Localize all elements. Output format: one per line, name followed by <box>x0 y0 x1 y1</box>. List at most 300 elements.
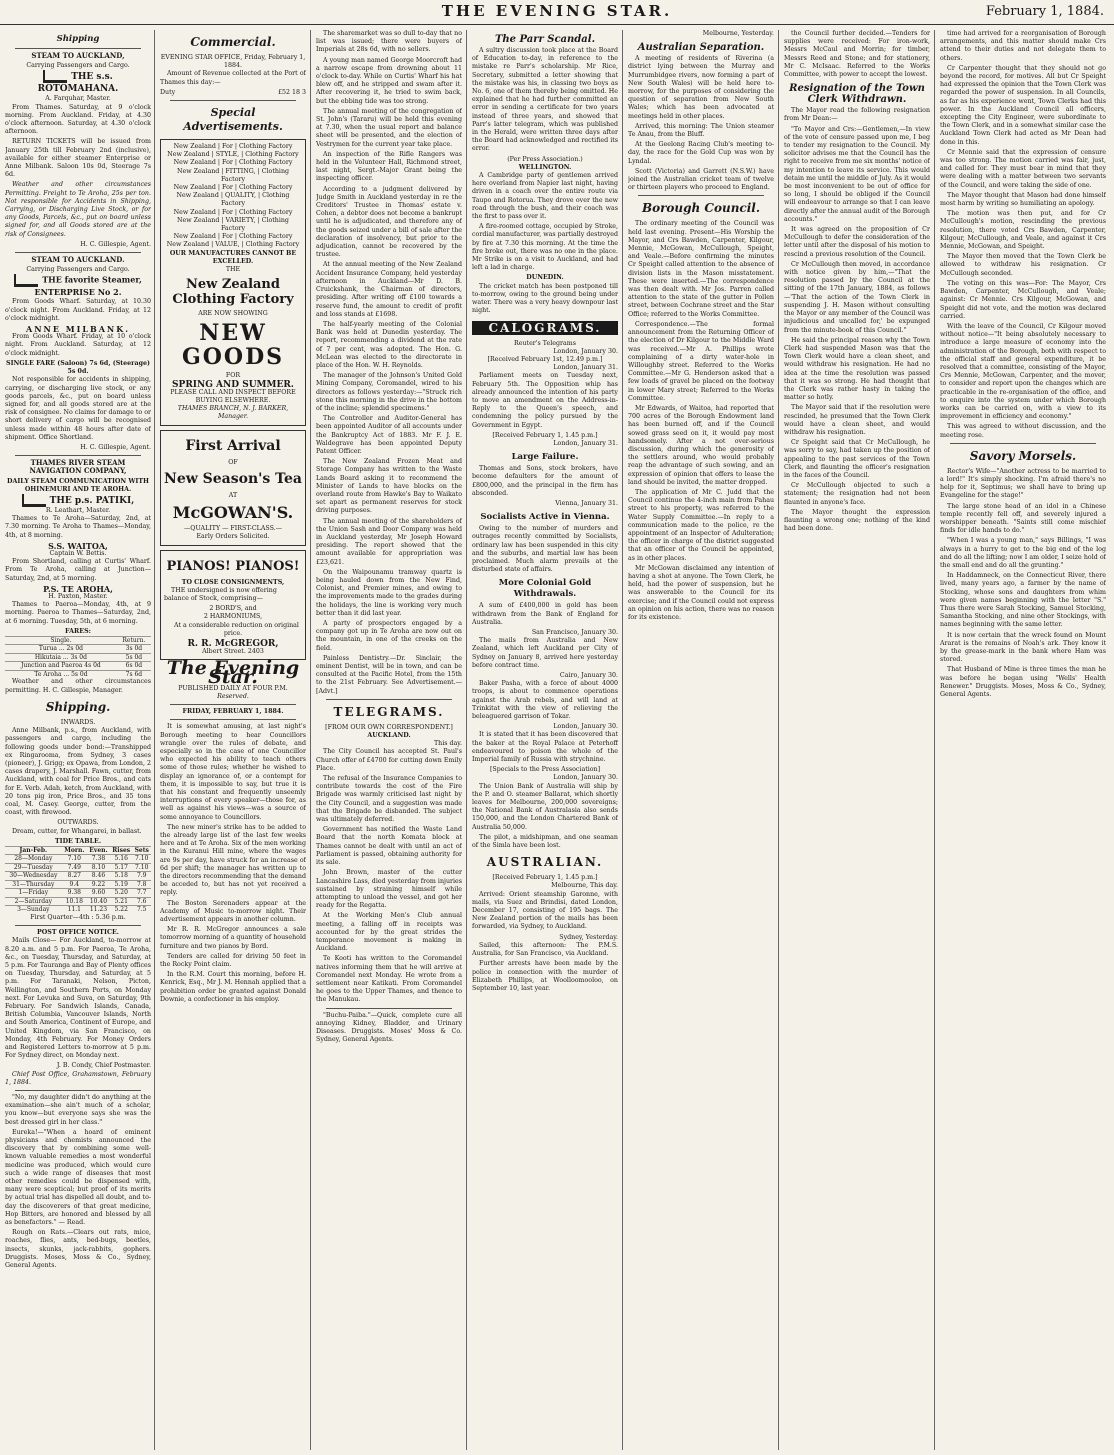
cable-item: Owing to the number of murders and outrages recently committed by Socialists, ordinary law has been suspended in this city and the suburbs, and martial law has been proclaimed. Much alarm prevails at the disturbed state of affairs. <box>472 525 618 574</box>
nz-row: New Zealand | For | Clothing Factory <box>173 184 293 192</box>
table-cell: 5.16 <box>110 855 132 864</box>
nz-row: New Zealand | FITTING, | Clothing Factory <box>176 167 290 183</box>
article-text: A sultry discussion took place at the Board of Education to-day, in reference to the mistake re Parr's scholarship. Mr Rice, Secretary, submitted a letter showing that the mistake was his, in classing two boys as No. 6, one of them thereby being omitted. He explained that he had further committed an error in sending a certificate for two years instead of three years, and showed that Parr's latter telegram, which was published in the Herald, were written three days after the Board had acknowledged and rectified its error. <box>472 47 618 153</box>
ad-heading: STEAM TO AUCKLAND. <box>31 255 125 265</box>
office-date: EVENING STAR OFFICE, Friday, February 1, 1884. <box>160 54 306 70</box>
spring-summer: SPRING AND SUMMER. <box>172 379 294 390</box>
telegram-item: At the Working Men's Club annual meeting, a falling off in receipts was accounted for by the great strides the temperance movement is making in Auckland. <box>316 912 462 953</box>
nz-row: New Zealand | VALUE, | Clothing Factory <box>166 241 300 249</box>
ship-name: THE p.s. PATIKI, <box>5 494 151 507</box>
news-item: A party of prospectors engaged by a company got up in Te Aroha are now out on the mountain, in one of the creeks on the field. <box>316 620 462 652</box>
cable-item: The mails from Australia and New Zealand, which left Auckland per City of Sydney on January 8, arrived here yesterday before contract time. <box>472 637 618 669</box>
outwards-text: Dream, cutter, for Whangarei, in ballast. <box>12 827 142 835</box>
news-item: The Controller and Auditor-General has been appointed Auditor of all accounts under the Bankruptcy Act of 1883. Mr F. J. E. Waldegrave has been appointed Deputy Patent Officer. <box>316 415 462 455</box>
rough-on-rats-ad: Rough on Rats.—Clears out rats, mice, roaches, flies, ants, bed-bugs, beetles, insects, skunks, jack-rabbits, gophers. Druggists. Moses, Moss & Co., Sydney, General Agents. <box>5 1229 151 1270</box>
first-quarter: First Quarter—4th : 5.36 p.m. <box>30 913 126 921</box>
table-cell: Hikutaia ... 3s 0d <box>5 653 117 662</box>
column-divider <box>778 30 779 1450</box>
article-text: At the Geelong Racing Club's meeting to-day, the race for the Gold Cup was won by Lyndal. <box>628 141 774 165</box>
telegram-item: The cricket match has been postponed till to-morrow, owing to the ground being under water. There was a very heavy downpour last night. <box>472 282 618 315</box>
table-row <box>5 653 151 662</box>
dateline: Cairo, January 30. <box>559 672 618 679</box>
table-cell: 9.4 <box>62 880 87 889</box>
table-cell: 6s 0d <box>117 662 151 671</box>
article-heading: Australian Separation. <box>637 42 765 54</box>
section-heading: CALOGRAMS. <box>472 321 618 335</box>
column-divider <box>622 30 623 1450</box>
council-text: The application of Mr C. Judd that the Council continue the 4-inch main from Pahau street to his property, was referred to the Water Supply Committee.—In reply to a communication made to the police, re the appointment of an Inspector of Adulteration; the officer in charge of the district suggested that an officer of the Council be appointed, as in other places. <box>628 488 774 562</box>
table-cell: 30—Wednesday <box>5 872 62 881</box>
article-heading: The Parr Scandal. <box>494 34 596 45</box>
column-divider <box>466 30 467 1450</box>
dateline: AUCKLAND. <box>367 732 411 740</box>
albert-street: Albert Street. 2403 <box>202 648 264 656</box>
tea-ad <box>160 430 306 546</box>
tenders-news: Tenders are called for driving 50 feet in the Rocky Point claim. <box>160 952 306 969</box>
table-cell: 11.23 <box>87 906 110 914</box>
fares-table <box>5 636 151 679</box>
table-cell: 5.19 <box>110 880 132 889</box>
undersigned: THE undersigned is now offering balance of Stock, comprising— <box>164 586 277 602</box>
cable-item: A sum of £400,000 in gold has been withdrawn from the Bank of England for Australia. <box>472 602 618 626</box>
news-item: The New Zealand Frozen Meat and Storage Company has written to the Waste Lands Board asking it to recommend the Minister of Lands to have blocks on the overland route from Hawke's Bay to Waikato set apart as permanent reserves for stock driving purposes. <box>316 458 462 515</box>
divider <box>326 1008 452 1009</box>
cable-item: The pilot, a midshipman, and one seaman of the Simla have been lost. <box>472 833 618 850</box>
to-close: TO CLOSE CONSIGNMENTS, <box>181 578 285 586</box>
dateline: Vienna, January 31. <box>555 499 618 507</box>
council-text: "To Mayor and Crs:—Gentlemen,—In view of the vote of censure passed upon me, I beg to tender my resignation to the Council. My solicitor advises me that the Council has the right to receive from me six months' notice of my intention to leave its service. This would detain me until the middle of July. As it would be most inconvenient to be out of office for so long, I should be obliged if the Council will endeavour to arrange so that I can leave directly after the annual audit of the Borough accounts." <box>784 125 930 223</box>
divider <box>950 443 1096 444</box>
council-text: Cr McCullough then moved, in accordance with notice given by him,—"That the resolution passed by the Council at the sitting of the 17th January, 1884, as follows—'That the action of the Town Clerk in suspending J. H. Mason without consulting the Mayor or any member of the Council was injudicious and uncalled for,' be expunged from the minute-book of this Council." <box>784 260 930 334</box>
hop-bitters-ad: Eureka!—"When a hoard of eminent physicians and chemists announced the discovery that by combining some well-known valuable remedies a most wonderful medicine was produced, which would cure such a wide range of diseases that most other remedies could be dispensed with, many were sceptical; but proof of its merits by actual trial has dispelled all doubt, and to-day the discoverers of that great medicine, Hop Bitters, are honored and blessed by all as benefactors." — Read. <box>5 1128 151 1227</box>
return-tickets: RETURN TICKETS will be issued from January 25th till February 2nd (inclusive), available for either steamer Enterprise or Anne Milbank. Saloon 10s 0d, Steerage 7s 6d. <box>5 138 151 179</box>
table-cell: 5.20 <box>110 889 132 898</box>
ship-schedule: From Goods Wharf. Friday, at 10 o'clock night. From Auckland. Saturday, at 12 o'clock midnight. <box>5 333 151 357</box>
quality-line: —QUALITY — FIRST-CLASS.— <box>183 525 282 533</box>
newspaper-title: THE EVENING STAR. <box>441 2 673 20</box>
column-savory-morsels <box>940 30 1106 1445</box>
table-cell: 7.7 <box>132 889 151 898</box>
weather-note: Weather and other circumstances Permitting. Freight to Te Aroha, 25s per ton. Not responsible for Accidents in Shipping, Carrying, or Discharging Live Stock, or for any Goods, Parcels, &c., put on board unless signed for, and all Goods stored are at the risk of Consignees. <box>5 181 151 238</box>
table-header: Even. <box>87 846 110 855</box>
table-header: Jan-Feb. <box>5 846 62 855</box>
article-heading: Socialists Active in Vienna. <box>480 512 610 523</box>
article-text: A meeting of residents of Riverina (a district lying between the Murray and Murrumbidgee rivers, now forming a part of New South Wales) will be held here to-morrow, for the purposes of considering the question of separation from New South Wales; which has been advocated at meetings held in other places. <box>628 55 774 120</box>
duty-row <box>160 89 306 97</box>
ship-name: ANNE MILBANK. <box>26 324 130 335</box>
steamship-icon <box>22 494 46 507</box>
table-cell: 7.6 <box>132 897 151 906</box>
news-item: The annual meeting of the congregation of St. John's (Tararu) will be held this evening at 7.30, when the usual report and balance sheet will be presented, and the election of Vestrymen for the current year take place. <box>316 107 462 148</box>
table-cell: 7s 6d <box>117 670 151 678</box>
table-cell: 7.9 <box>132 872 151 881</box>
column-divider <box>154 30 155 1450</box>
nz-row: New Zealand | For | Clothing Factory <box>173 208 293 216</box>
post-text: Mails Close— For Auckland, to-morrow at 8.20 a.m. and 5 p.m. For Paeroa, Te Aroha, &c., on Tuesday, Thursday, and Saturday, at 5 p.m. For Tauranga and Bay of Plenty offices on Tuesday, Thursday, and Saturday, at 5 p.m. For Taranaki, Nelson, Picton, Wellington, and Southern Ports, on Monday next. For Levuka and Suva, on Saturday, 9th February. For Sandwich Islands, Canada, British Columbia, Vancouver Islands, North and South America, Continent of Europe, and United Kingdom, via San Francisco, on Monday, 4th February. For Money Orders and Registered Letters to-morrow at 5 p.m. For Sydney direct, on Monday next. <box>5 937 151 1060</box>
early-orders: Early Orders Solicited. <box>196 533 270 541</box>
news-item: The manager of the Johnson's United Gold Mining Company, Coromandel, wired to his directors as follows yesterday:—"Struck rich stone this morning in the drive in the bottom of the incline; splendid specimens." <box>316 372 462 412</box>
council-text: The motion was then put, and for Cr McCullough's motion, rescinding the previous resolution, there voted Crs Bawden, Carpenter, Kilgour, McCullough, and Veale, and against it Crs Mennie, McGowan, and Speight. <box>940 210 1106 251</box>
section-heading: AUSTRALIAN. <box>486 855 604 870</box>
dateline: London, January 30. <box>553 347 618 355</box>
council-text: Cr Mennie said that the expression of censure was too strong. The motion carried was fair, just, and called for. They must bear in mind that they were dealing with a matter between two servants of the Council, and were taking the side of one. <box>940 148 1106 189</box>
ad-small: AT <box>228 491 238 499</box>
ship-schedule: Thames to Paeroa—Monday, 4th, at 9 morning. Paeroa to Thames—Saturday, 2nd, at 6 morning. Tuesday, 5th, at 6 morning. <box>5 601 151 625</box>
table-cell: 7.8 <box>132 880 151 889</box>
table-row <box>5 636 151 645</box>
morsel: That Husband of Mine is three times the man he was before he began using "Wells' Health Renewer." Druggists. Moses, Moss & Co., Sydney, General Agents. <box>940 666 1106 699</box>
table-row <box>5 906 151 914</box>
council-text: Correspondence.—The formal announcement from the Returning Officer of the election of Dr Kilgour to the Middle Ward was received.—Mr A. Phillips wrote complaining of a dirty water-hole in Willoughby street. Referred to the Works Committee.—Mr G. Henderson asked that a few loads of gravel be placed on the footway in lower Mary street; Referred to the Works Committee. <box>628 320 774 402</box>
ad-small: OF <box>228 458 238 466</box>
council-text: The voting on this was—For: The Mayor, Crs Bawden, Carpenter, McCullough, and Veale; against: Cr Mennie. Crs Kilgour, McGowan, and Speight did not vote, and the motion was declared carried. <box>940 279 1106 320</box>
received-line: [Received February 1st, 12.49 p.m.] <box>487 355 603 363</box>
ship-name: S.S. WAITOA, <box>48 540 108 551</box>
article-text: Arrived, this morning: The Union steamer Te Anau, from the Bluff. <box>628 122 774 139</box>
telegram-item: The City Council has accepted St. Paul's Church offer of £4700 for cutting down Emily Place. <box>316 748 462 772</box>
table-cell: 7.10 <box>62 855 87 864</box>
ship-name: THE favorite Steamer, ENTERPRISE No 2. <box>5 274 151 298</box>
header-rule <box>0 24 1114 25</box>
dateline: San Francisco, January 30. <box>531 628 618 636</box>
divider <box>15 925 141 926</box>
postmaster: J. B. Condy, Chief Postmaster. <box>56 1062 151 1070</box>
reserved-line: Reserved. <box>217 692 249 700</box>
source-line: Reuter's Telegrams <box>514 339 576 347</box>
dateline: Melbourne, This day. <box>551 882 618 890</box>
tide-heading: TIDE TABLE. <box>54 837 102 845</box>
ad-small: FOR <box>225 372 241 380</box>
divider <box>326 699 452 700</box>
please-call: PLEASE CALL AND INSPECT BEFORE BUYING ELSEWHERE. <box>170 388 296 405</box>
column-divider <box>934 30 935 1450</box>
company-subheading: DAILY STEAM COMMUNICATION WITH OHINEMURI AND TE AROHA. <box>7 477 149 493</box>
steamship-icon <box>43 70 67 83</box>
inwards-heading: INWARDS. <box>60 718 96 726</box>
table-header: Morn. <box>62 846 87 855</box>
divider <box>15 455 141 456</box>
ad-subheading: Carrying Passengers and Cargo. <box>26 266 130 274</box>
table-row <box>5 889 151 898</box>
post-office-date: Chief Post Office, Grahamstown, February 1, 1884. <box>5 1070 151 1086</box>
section-heading: Commercial. <box>190 35 276 49</box>
table-cell: 5.21 <box>110 897 132 906</box>
section-heading: Borough Council. <box>641 201 761 216</box>
news-item: An inspection of the Rifle Rangers was held in the Volunteer Hall, Richmond street, last night, Sergt.-Major Grant being the inspecting officer. <box>316 150 462 183</box>
table-row <box>5 880 151 889</box>
ship-schedule: Thames to Te Aroha—Saturday, 2nd, at 7.30 morning. Te Aroha to Thames—Monday, 4th, at 8 morning. <box>5 515 151 539</box>
table-header-row <box>5 846 151 855</box>
table-cell: Single. <box>5 636 117 645</box>
nz-row: New Zealand | For | Clothing Factory <box>173 159 293 167</box>
article-text: Scott (Victoria) and Garrett (N.S.W.) have joined the Australian cricket team of twelve or thirteen players who proceed to England. <box>628 167 774 192</box>
dateline: WELLINGTON. <box>518 163 572 171</box>
cable-item: It is stated that it has been discovered that the baker at the Royal Palace at Peterhoff endeavoured to poison the whole of the Imperial family of Russia with strychnine. <box>472 731 618 764</box>
dateline: Sydney, Yesterday. <box>559 933 618 941</box>
agent-signature: H. C. Gillespie, Agent. <box>80 240 151 248</box>
table-cell: 8.46 <box>87 872 110 881</box>
column-divider <box>310 30 311 1450</box>
quote: "No, my daughter didn't do anything at the examination—she ain't much of a scholar, you know—but everyone says she was the best dressed girl in her class." <box>5 1094 151 1126</box>
duty-label: Duty <box>160 88 176 96</box>
table-cell: 7.10 <box>132 863 151 872</box>
council-text: Cr Speight said that Cr McCullough, he was sorry to say, had taken up the position of appealing to the past services of the Town Clerk, and flaunting the officer's resignation in the faces of the Council. <box>784 439 930 479</box>
divider <box>170 719 296 720</box>
section-heading: Shipping. <box>45 699 111 714</box>
column-commercial <box>160 30 306 1445</box>
morsel: In Haddamneck, on the Connecticut River, there lived, many years ago, a farmer by the name of Stocking, whose sons and daughters from whim were given names beginning with the letter "S." Thus there were Sarah Stocking, Samuel Stocking, Samantha Stocking, and nine other Stockings, with names beginning with the same letter. <box>940 572 1106 629</box>
source-line: [Specials to the Press Association] <box>489 766 601 774</box>
table-cell: 1—Friday <box>5 889 62 898</box>
column-council-continued <box>784 30 930 1445</box>
mcgowans: McGOWAN'S. <box>172 503 294 523</box>
table-cell: 2—Saturday <box>5 897 62 906</box>
table-row <box>5 670 151 678</box>
morsel: "When I was a young man," says Billings, "I was always in a hurry to get to the big end of the log and do all the lifting; now I am older, I seize hold of the small end and do all the grunting." <box>940 537 1106 569</box>
morsel: It is now certain that the wreck found on Mount Ararat is the remains of Noah's ark. They know it by the grease-mark in the bank where Ham was stored. <box>940 631 1106 664</box>
article-heading: More Colonial Gold Withdrawals. <box>498 578 592 600</box>
court-news: In the R.M. Court this morning, before H. Kenrick, Esq., Mr J. M. Hennah applied that a prohibition order be granted against Donald Downie, a confectioner in his employ. <box>160 971 306 1003</box>
post-heading: POST OFFICE NOTICE. <box>37 929 119 937</box>
table-cell: 8.10 <box>87 863 110 872</box>
table-cell: 3s 0d <box>117 645 151 654</box>
cable-item: Parliament meets on Tuesday next, February 5th. The Opposition whip has already announced the intention of his party to move an amendment on the Address-in-Reply to the Queen's speech, and condemning the policy pursued by the Government in Egypt. <box>472 372 618 429</box>
nz-row: New Zealand | VARIETY, | Clothing Factory <box>177 216 289 233</box>
table-cell: 9.22 <box>87 880 110 889</box>
cable-item: Further arrests have been made by the police in connection with the murder of Elizabeth Phillips, at Woolloomooloo, on September 10, last year. <box>472 960 618 992</box>
table-cell: 5s 0d <box>117 653 151 662</box>
table-row <box>5 872 151 881</box>
news-item: A young man named George Moorcroft had a narrow escape from drowning about 11 o'clock to-day. While on Curtis' Wharf his hat blew off, and he stripped and swam after it. After recovering it, he tried to swim back, but the ebbing tide was too strong. <box>316 56 462 105</box>
telegram-item: John Brown, master of the cutter Lancashire Lass, died yesterday from injuries sustained by straining himself while attempting to unload the vessel, and got her ready for the Regatta. <box>316 869 462 910</box>
divider <box>170 100 296 101</box>
divider <box>15 48 141 49</box>
council-text: Mr McGowan disclaimed any intention of having a shot at anyone. The Town Clerk, he held, had the power of suspension, but he was answerable to the Council for its exercise; and if the Council could not express an opinion on his action, there was no reason for its existence. <box>628 564 774 621</box>
article-heading: Large Failure. <box>511 452 579 463</box>
article-heading: Resignation of the Town Clerk Withdrawn. <box>789 83 925 106</box>
cable-item: Sailed, this afternoon: The P.M.S. Australia, for San Francisco, via Auckland. <box>472 941 618 958</box>
ad-heading: STEAM TO AUCKLAND, <box>31 51 125 60</box>
published-line: PUBLISHED DAILY AT FOUR P.M. <box>178 684 288 692</box>
council-text: It was agreed on the proposition of Cr McCullough to defer the consideration of the letter until after the disposal of his motion to rescind a previous resolution of the Council. <box>784 226 930 258</box>
news-item: The sharemarket was so dull to-day that no list was issued; there were buyers of Imperials at 28s 6d, with no sellers. <box>316 30 462 54</box>
ship-name: P.S. TE AROHA, <box>43 583 113 594</box>
table-cell: Junction and Paeroa 4s 0d <box>5 662 117 671</box>
ad-small: THE <box>225 266 241 274</box>
telegram-item: A fire-roomed cottage, occupied by Stroke, cordial manufacturer, was partially destroyed by fire at 7.30 this morning. At the time the fire broke out, there was no one in the place. Mr Strike is on a visit to Auckland, and had left a lad in charge. <box>472 223 618 272</box>
table-cell: 28—Monday <box>5 855 62 864</box>
table-cell: 10.40 <box>87 897 110 906</box>
table-cell: 11.1 <box>62 906 87 914</box>
table-cell: Turua ... 2s 0d <box>5 645 117 654</box>
council-text: time had arrived for a reorganisation of Borough arrangements, and this matter should make Crs attend to their duties and not delegate them to others. <box>940 30 1106 62</box>
nz-clothing-title: New Zealand Clothing Factory <box>172 277 294 308</box>
table-cell: 3—Sunday <box>5 906 62 914</box>
received-line: [Received February 1, 1.45 p.m.] <box>492 874 598 882</box>
tide-table <box>5 846 151 914</box>
cable-item: Arrived: Orient steamship Garonne, with mails, via Suez and Brindisi, dated London, December 17, consisting of 195 bags. The New Zealand portion of the mails has been forwarded, via Sydney, to Auckland. <box>472 890 618 931</box>
column-borough-council <box>628 30 774 1445</box>
morsel: The large stone head of an idol in a Chinese temple recently fell off, and severely injured a worshipper beneath. "Saints still come mischief finds for idle hands to do." <box>940 502 1106 535</box>
liability-note: Not responsible for accidents in shipping, carrying, or discharging live stock, or any goods parcels, &c., put on board unless signed for, and all goods stored are at the risk of consignee. No claims for damage to or short delivery of cargo will be recognised unless made within 48 hours after date of shipment. Office Shortland. <box>5 376 151 441</box>
dateline: DUNEDIN. <box>526 274 564 282</box>
council-text: the Council further decided.—Tenders for supplies were received: For iron-work, Messrs McCaul and Morrin; for timber, Messrs Reed and Stone; and for stationery, Mr C. McIsaac. Referred to the Works Committee, with power to accept the lowest. <box>784 30 930 79</box>
table-cell: 10.18 <box>62 897 87 906</box>
ship-master: A. Farquhar, Master. <box>45 95 111 103</box>
cable-item: Baker Pasha, with a force of about 4000 troops, is about to commence operations against the Arab rebels, and will land at Trinkitat with the view of relieving the beleaguered garrison of Tokar. <box>472 680 618 721</box>
table-cell: 7.49 <box>62 863 87 872</box>
revenue-text: Amount of Revenue collected at the Port of Thames this day:— <box>160 70 306 86</box>
council-text: Cr Carpenter thought that they should not go beyond the record, for motives. All but Cr Speight had expressed the opinion that the Town Clerk was regarded the power of suspension. In all Councils, as far as his experience went, Town Clerks had this power. In the Auckland Council all officers, excepting the City Engineer, were subordinate to the Town Clerk, and in a somewhat similar case the Auckland Town Clerk had acted as Mr Dean had done in this. <box>940 64 1106 146</box>
boston-news: The Boston Serenaders appear at the Academy of Music to-morrow night. Their advertisement appears in another column. <box>160 899 306 924</box>
ship-master: R. Leathart, Master. <box>45 506 111 514</box>
new-goods-title: NEW GOODS <box>181 320 285 371</box>
table-cell: 5.22 <box>110 906 132 914</box>
manufactures-line: OUR MANUFACTURES CANNOT BE EXCELLED. <box>169 249 297 265</box>
table-cell: Return. <box>117 636 151 645</box>
header-date: February 1, 1884. <box>985 4 1104 19</box>
mining-news: The new miner's strike has to be added to the already large list of the last few weeks here and at Te Aroha. Six of the men working in the Kuranui Hill mine, where the wages are 9s per day, have struck for an increase of 6d per shift; the manager has written up to the directors recommending that the demand be acceded to, but has not yet received a reply. <box>160 823 306 897</box>
fare-line: SINGLE FARE (Saloon) 7s 6d, (Steerage) 5s 0d. <box>6 359 150 376</box>
sale-news: Mr R. R. McGregor announces a sale tomorrow morning of a quantity of household furniture and two pianos by Bord. <box>160 926 306 950</box>
section-heading: Savory Morsels. <box>969 448 1077 463</box>
news-item: According to a judgment delivered by Judge Smith in Auckland yesterday in re the Creditors' Trustee in Thomas' estate v. Cohen, a debtor does not become a bankrupt until he is adjudicated, and therefore any of the goods seized under a bill of sale after the declaration of insolvency, but prior to the adjudication, cannot be recovered by the trustee. <box>316 185 462 259</box>
telegram-item: Te Kooti has written to the Coromandel natives informing them that he will arrive at Coromandel next Monday. He wrote from a settlement near Katikati. From Coromandel he goes to the Upper Thames, and thence to the Manukau. <box>316 955 462 1004</box>
table-cell: 7.38 <box>87 855 110 864</box>
boards: 2 BORD'S, and <box>209 605 257 613</box>
company-heading: THAMES RIVER STEAM NAVIGATION COMPANY, <box>29 458 127 476</box>
news-item: At the annual meeting of the New Zealand Accident Insurance Company, held yesterday afternoon in Auckland—Mr D. B. Cruickshank, the Chairman of directors, presiding. After writing off £100 towards a reserve fund, the amount to credit of profit and loss stands at £1698. <box>316 261 462 318</box>
telegram-item: The refusal of the Insurance Companies to contribute towards the cost of the Fire Brigade was warmly criticised last night by the City Council, and a suggestion was made that the Brigade be disbanded. The subject was ultimately deferred. <box>316 775 462 824</box>
cable-item: Thomas and Sons, stock brokers, have become defaulters for the amount of £800,000, and the principal in the firm has absconded. <box>472 465 618 497</box>
divider <box>15 252 141 253</box>
table-row <box>5 645 151 654</box>
ship-schedule: From Shortland, calling at Curtis' Wharf. From Te Aroha, calling at Junction—Saturday, 2nd, at 5 morning. <box>5 558 151 582</box>
dateline: London, January 30. <box>553 723 618 731</box>
news-item: The annual meeting of the shareholders of the Union Sash and Door Company was held in Auckland yesterday, Mr Joseph Howard presiding. The report showed that the amount available for appropriation was £23,621. <box>316 517 462 566</box>
table-cell: Te Aroha ... 5s 0d <box>5 670 117 678</box>
duty-value: £52 18 3 <box>277 88 306 96</box>
section-heading: TELEGRAMS. <box>333 704 445 719</box>
dateline: London, January 30. <box>553 774 618 782</box>
council-text: The Mayor said that if the resolution were rescinded, he presumed that the Town Clerk would have a clean sheet, and would withdraw his resignation. <box>784 404 930 436</box>
column-shipping <box>5 30 151 1445</box>
news-item: The half-yearly meeting of the Colonial Bank was held at Dunedin yesterday. The report, recommending a dividend at the rate of 7 per cent, was adopted. The Hon. G. McLean was elected to the directorate in place of the Hon. W. H. Reynolds. <box>316 320 462 369</box>
nz-row: New Zealand | For | Clothing Factory <box>173 143 293 151</box>
council-text: Cr McCullough objected to such a statement; the resignation had not been flaunted in anyone's face. <box>784 482 930 506</box>
section-heading: Special Advertisements. <box>183 106 283 134</box>
table-cell: 5.18 <box>110 872 132 881</box>
ship-master: H. Paxton, Master. <box>48 592 108 600</box>
divider <box>170 704 296 705</box>
column-telegrams <box>472 30 618 1445</box>
table-cell: 7.5 <box>132 906 151 914</box>
table-cell: 9.60 <box>87 889 110 898</box>
source-line: [FROM OUR OWN CORRESPONDENT.] <box>325 723 453 731</box>
divider <box>15 1090 141 1091</box>
council-text: This was agreed to without discussion, and the meeting rose. <box>940 423 1106 439</box>
buchu-ad: "Buchu-Paiba."—Quick, complete cure all annoying Kidney, Bladder, and Urinary Diseases. Druggists. Moses' Moss & Co. Sydney, General Agents. <box>316 1011 462 1044</box>
ship-schedule: From Goods Wharf. Saturday, at 10.30 o'clock night. From Auckland. Friday, at 12 o'clock midnight. <box>5 298 151 322</box>
table-cell: 7.10 <box>132 855 151 864</box>
mcgregor: R. R. McGREGOR, <box>187 638 279 649</box>
received-line: [Received February 1, 1.45 p.m.] <box>492 431 598 439</box>
outwards-heading: OUTWARDS. <box>57 819 99 827</box>
harmoniums: 2 HARMONIUMS, <box>203 613 263 621</box>
news-item: On the Waipounamu tramway quartz is being hauled down from the New Find, Colonist, and Premier mines, and owing to the improvements made to the grades during the holidays, the line is working very much better than it did last year. <box>316 568 462 617</box>
council-text: The Mayor read the following resignation from Mr Dean:— <box>784 107 930 123</box>
fares-note: Weather and other circumstances permitting. H. C. Gillespie, Manager. <box>5 678 151 694</box>
cable-item: The Union Bank of Australia will ship by the P. and O. steamer Ballarat, which shortly leaves for Melbourne, 200,000 sovereigns; the National Bank of Australasia also sends 150,000, and the London Chartered Bank of Australia 50,000. <box>472 782 618 831</box>
table-header: Sets <box>132 846 151 855</box>
table-cell: 8.27 <box>62 872 87 881</box>
table-row <box>5 662 151 671</box>
ad-small: ARE NOW SHOWING <box>198 310 268 318</box>
table-row <box>5 855 151 864</box>
page-header <box>0 0 1114 24</box>
nz-row: New Zealand | For | Clothing Factory <box>173 233 293 241</box>
masthead: The Evening Star. <box>166 657 300 688</box>
ship-schedule: From Thames. Saturday, at 9 o'clock morning. From Auckland. Friday, at 4.30 o'clock afternoon. Saturday, at 4.30 o'clock afternoon. <box>5 103 151 136</box>
news-item: Painless Dentistry.—Dr. Sinclair, the eminent Dentist, will be in town, and can be consulted at the Pacific Hotel, from the 15th to the 21st February. See Advertisement.—[Advt.] <box>316 654 462 695</box>
editorial: It is somewhat amusing, at last night's Borough meeting to hear Councillors wrangle over the rules of debate, and especially so in the case of one Councillor who expected his ability to teach others some of those rules; whether he wished to display an ignorance of, or a contempt for them, it is impossible to say, but true it is that his constant and frequently unseemly interruptions of every speaker—those for, as well as against his views—was a source of some annoyance to Councillors. <box>160 723 306 821</box>
fares-heading: FARES: <box>65 627 91 635</box>
council-text: The Mayor then moved that the Town Clerk be allowed to withdraw his resignation. Cr McCullough seconded. <box>940 253 1106 277</box>
morsel: Rector's Wife—"Another actress to be married to a lord!" It's simply shocking. I'm afraid there's no help for it, Septimus; we shall have to bring up Evangeline for the stage!" <box>940 467 1106 500</box>
pianos-title: PIANOS! PIANOS! <box>166 558 300 574</box>
first-arrival: First Arrival <box>185 437 281 454</box>
nz-row: New Zealand | STYLE, | Clothing Factory <box>167 151 299 159</box>
pianos-ad <box>160 550 306 661</box>
table-header: Rises <box>110 846 132 855</box>
season-tea: New Season's Tea <box>164 470 302 487</box>
ad-subheading: Carrying Passengers and Cargo. <box>26 62 130 70</box>
branch-manager: THAMES BRANCH, N. J. BARKER, Manager. <box>177 405 289 421</box>
date-label: This day. <box>433 740 462 748</box>
ship-name: THE s.s. ROTOMAHANA. <box>37 72 119 95</box>
dateline: Melbourne, Yesterday. <box>702 30 774 37</box>
dateline: London, January 31. <box>553 364 618 372</box>
nz-row: New Zealand | QUALITY, | Clothing Factory <box>176 192 290 208</box>
telegram-item: Government has notified the Waste Land Board that the north Komata block at Thames cannot be dealt with until an act of Parliament is passed, obtaining authority for its sale. <box>316 826 462 867</box>
table-cell: 9.38 <box>62 889 87 898</box>
table-cell: 31—Thursday <box>5 880 62 889</box>
table-row <box>5 897 151 906</box>
council-text: He said the principal reason why the Town Clerk had suspended Mason was that the Town Clerk would have a clean sheet, and would withdraw his resignation. He had no idea at the time the resolution was passed that it was so strong. He had thought that the Clerk was rather hasty in taking the matter so hotly. <box>784 336 930 402</box>
table-row <box>5 863 151 872</box>
divider <box>638 195 764 196</box>
council-text: With the leave of the Council, Cr Kilgour moved without notice—"It being absolutely necessary to introduce a large measure of economy into the administration of the Borough, both with respect to the official staff and general expenditure, it be resolved that a committee, consisting of the Mayor, Crs Mennie, McGowan, Carpenter, and the mover, to consider and report upon the changes which are practicable in the re-organisation of the office, and to enquire into the system under which Borough works can be carried on, with a view to its improvement in efficiency and economy." <box>940 322 1106 421</box>
telegram-item: A Cambridge party of gentlemen arrived here overland from Napier last night, having driven in a coach over the entire route via Taupo and Rotorua. They drove over the new road through the bush, and their coach was the first to pass over it. <box>472 172 618 221</box>
steamship-icon <box>14 274 38 287</box>
ship-master: Captain W. Bettis. <box>49 549 107 557</box>
sacrifice: At a considerable reduction on original price. <box>174 621 299 637</box>
nz-clothing-ad <box>160 139 306 426</box>
council-text: The Mayor thought the expression flaunting a wrong one; nothing of the kind had been done. <box>784 508 930 533</box>
issue-date: FRIDAY, FEBRUARY 1, 1884. <box>182 708 284 716</box>
agent-signature: H. C. Gillespie, Agent. <box>80 443 151 451</box>
section-heading: Shipping <box>56 34 100 44</box>
dateline: London, January 31. <box>553 439 618 447</box>
council-text: The ordinary meeting of the Council was held last evening. Present—His Worship the Mayor, and Crs Bawden, Carpenter, Kilgour, Mennie, McGowan, McCullough, Speight, and Veale.—Before confirming the minutes Cr Speight called attention to the absence of division lists in the Mason misstatement. These were inserted.—The correspondence was then dealt with. Mr Jos. Parren called attention to the state of the gutter in Pollen street, between Cochrane street and the Star Office; referred to the Works Committee. <box>628 220 774 318</box>
column-local-news <box>316 30 462 1445</box>
council-text: The Mayor thought that Mason had done himself most harm by writing so humiliating an apology. <box>940 191 1106 208</box>
council-text: Mr Edwards, of Waitoa, had reported that 700 acres of the Borough Endowment land has been burned off, and if the Council sowed grass seed on it, it would pay most handsomely. After a not over-serious discussion, during which the generosity of the settlers around, who would probably reap the advantage of such sowing, and an expression of opinion that offers to lease the land should be invited, the matter dropped. <box>628 404 774 486</box>
source-line: (Per Press Association.) <box>507 155 583 163</box>
table-cell: 5.17 <box>110 863 132 872</box>
table-cell: 29—Tuesday <box>5 863 62 872</box>
inwards-text: Anne Milbank, p.s., from Auckland, with passengers and cargo, including the following goods under bond:—Transhipped ex Ringarooma, from Sydney, 3 cases (pioneer), J. Grigg; ex Opawa, from London, 2 cases drapery, J. Marshall. Fawn, cutter, from Auckland, with coal for Price Bros., and cats for E. Verb. Adah, ketch, from Auckland, with 20 tons pig iron, Price Bros., and 35 tons coal, M. Casey. George, cutter, from the coast, with firewood. <box>5 727 151 817</box>
